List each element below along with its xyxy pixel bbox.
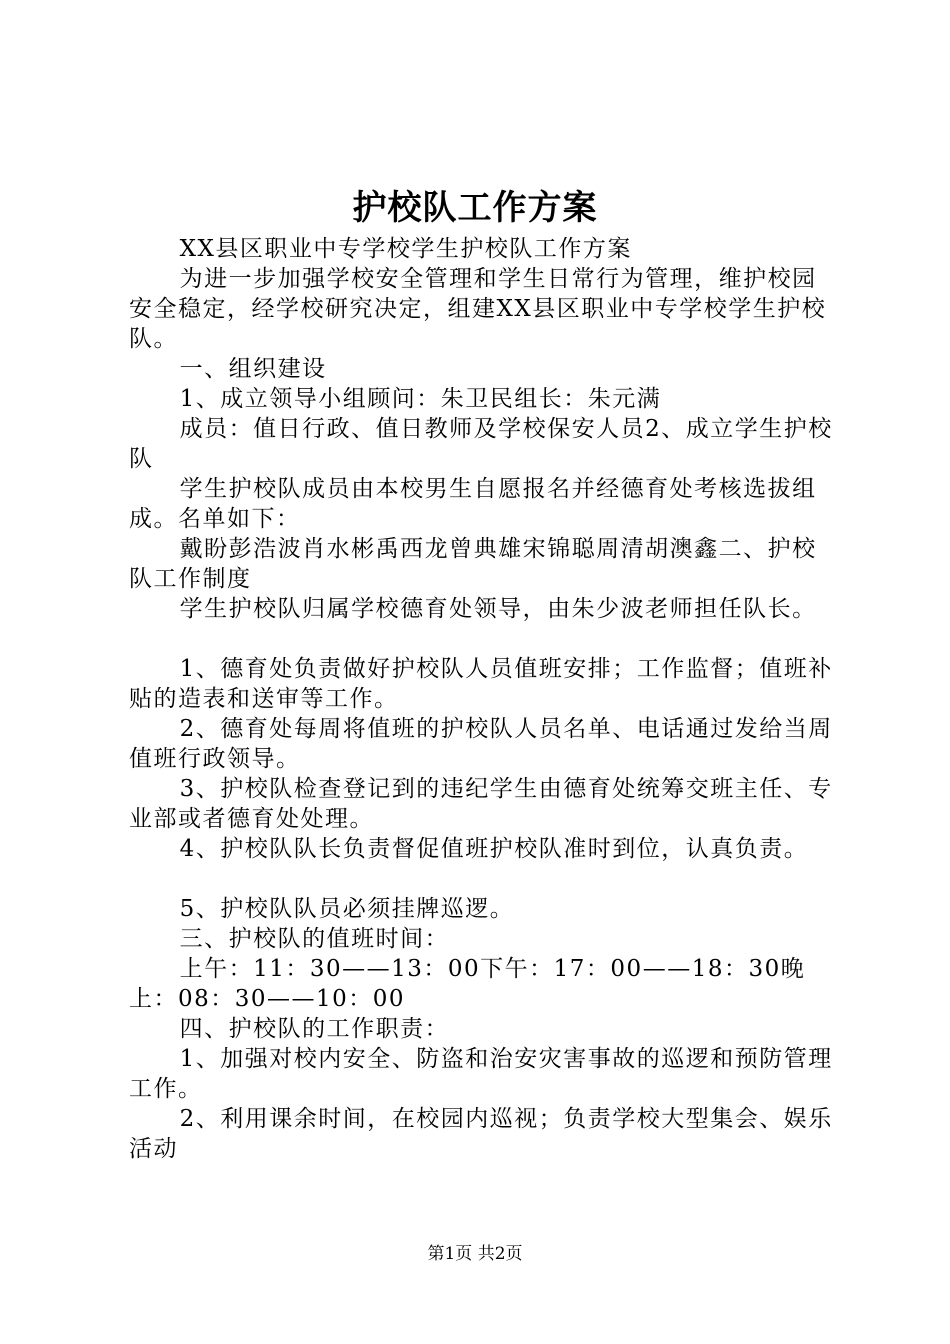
paragraph-name-list: 戴盼彭浩波肖水彬禹西龙曾典雄宋锦聪周清胡澳鑫二、护校队工作制度 bbox=[129, 536, 817, 592]
paragraph-members: 成员：值日行政、值日教师及学校保安人员2、成立学生护校队 bbox=[129, 416, 833, 472]
rule-item-4: 4、护校队队长负责督促值班护校队准时到位，认真负责。 bbox=[179, 836, 809, 862]
rule-item-1: 1、德育处负责做好护校队人员值班安排；工作监督；值班补贴的造表和送审等工作。 bbox=[129, 656, 833, 712]
document-title: 护校队工作方案 bbox=[352, 188, 598, 228]
paragraph-leadership: 1、成立领导小组顾问：朱卫民组长：朱元满 bbox=[179, 386, 662, 412]
duty-item-2: 2、利用课余时间，在校园内巡视；负责学校大型集会、娱乐活动 bbox=[129, 1106, 833, 1162]
rule-item-2: 2、德育处每周将值班的护校队人员名单、电话通过发给当周值班行政领导。 bbox=[129, 716, 833, 772]
heading-organization: 一、组织建设 bbox=[179, 356, 327, 382]
heading-duty-time: 三、护校队的值班时间： bbox=[179, 926, 450, 952]
paragraph-intro: 为进一步加强学校安全管理和学生日常行为管理，维护校园安全稳定，经学校研究决定，组建XX县区职业中专学校学生护校队。 bbox=[129, 266, 827, 352]
paragraph-selection: 学生护校队成员由本校男生自愿报名并经德育处考核选拔组成。名单如下： bbox=[129, 476, 817, 532]
paragraph-subtitle: XX县区职业中专学校学生护校队工作方案 bbox=[179, 236, 632, 262]
duty-item-1: 1、加强对校内安全、防盗和治安灾害事故的巡逻和预防管理工作。 bbox=[129, 1046, 833, 1102]
heading-duties: 四、护校队的工作职责： bbox=[179, 1016, 450, 1042]
document-body bbox=[129, 234, 839, 1164]
rule-item-3: 3、护校队检查登记到的违纪学生由德育处统筹交班主任、专业部或者德育处处理。 bbox=[129, 776, 833, 832]
page-footer: 第1页 共2页 bbox=[427, 1244, 523, 1264]
paragraph-duty-schedule: 上午：11：30——13：00下午：17：00——18：30晚上：08：30——10：00 bbox=[129, 956, 806, 1012]
paragraph-leader: 学生护校队归属学校德育处领导，由朱少波老师担任队长。 bbox=[179, 596, 817, 622]
rule-item-5: 5、护校队队员必须挂牌巡逻。 bbox=[179, 896, 515, 922]
